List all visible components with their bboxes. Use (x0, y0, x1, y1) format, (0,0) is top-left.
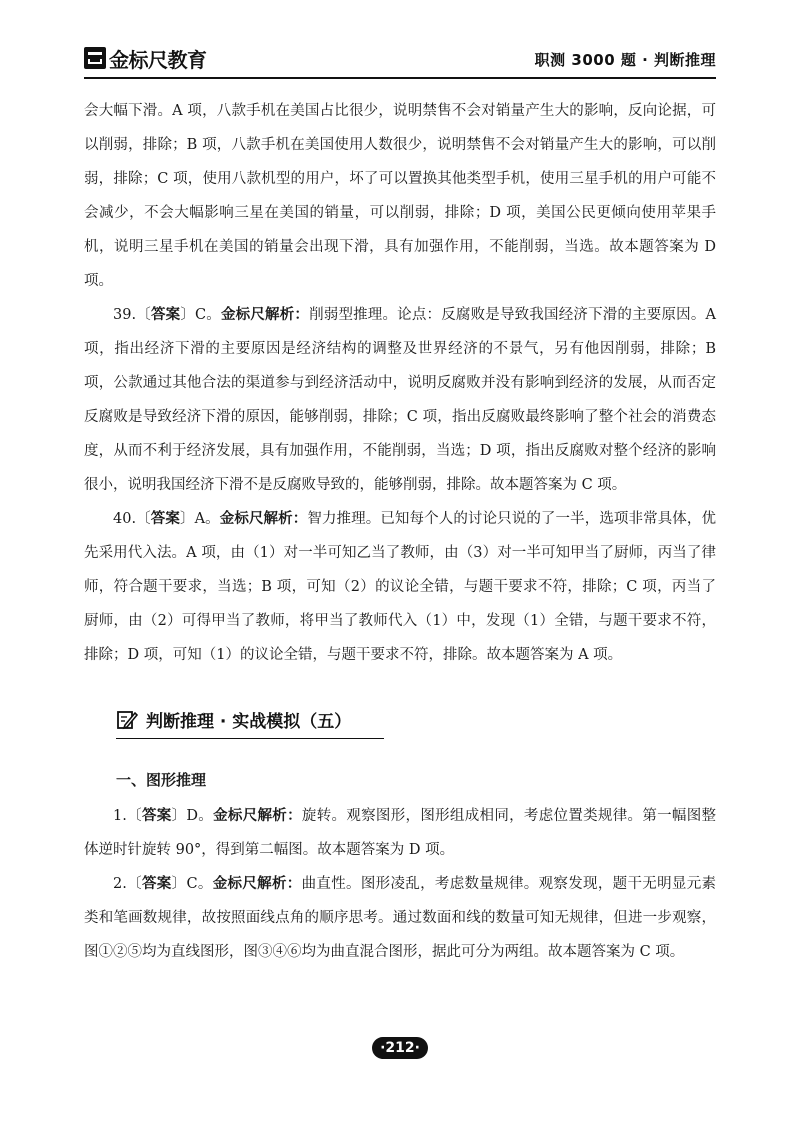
section-title: 判断推理 · 实战模拟（五） (146, 711, 352, 732)
page-content (84, 94, 716, 969)
bracket-open: 〔 (136, 511, 151, 527)
answer-value: D。 (186, 808, 214, 824)
question-number: 40. (113, 511, 137, 527)
bracket-open: 〔 (126, 876, 142, 892)
bracket-open: 〔 (126, 808, 142, 824)
analysis-tag: 金标尺解析： (213, 808, 302, 824)
analysis-body: 智力推理。已知每个人的讨论只说的了一半，选项非常具体，优先采用代入法。A 项，由（1）对一半可知乙当了教师，由（3）对一半可知甲当了厨师，丙当了律师，符合题干要求，当选；B 项，可知（2）的议论全错，与题干要求不符，排除；C 项，丙当了厨师，由（2）可得甲当了教师，将甲当了教师代入（1）中，发现（1）全错，与题干要求不符，排除；D 项，可知（1）的议论全错，与题干要求不符，排除。故本题答案为 A 项。 (84, 511, 717, 663)
answer-tag: 答案 (150, 511, 180, 527)
answer-value: A。 (194, 511, 220, 527)
continued-paragraph: 会大幅下滑。A 项，八款手机在美国占比很少，说明禁售不会对销量产生大的影响，反向论据，可以削弱，排除；B 项，八款手机在美国使用人数很少，说明禁售不会对销量产生大的影响，可以削弱，排除；C 项，使用八款机型的用户，坏了可以置换其他类型手机，使用三星手机的用户可能不会减少，不会大幅影响三星在美国的销量，可以削弱，排除；D 项，美国公民更倾向使用苹果手机，说明三星手机在美国的销量会出现下滑，具有加强作用，不能削弱，当选。故本题答案为 D 项。 (84, 103, 716, 289)
section-heading (84, 702, 716, 736)
question-number: 39. (113, 307, 137, 323)
analysis-body: 曲直性。图形凌乱，考虑数量规律。观察发现，题干无明显元素类和笔画数规律，故按照面线点角的顺序思考。通过数面和线的数量可知无规律，但进一步观察，图①②⑤均为直线图形，图③④⑥均为曲直混合图形，据此可分为两组。故本题答案为 C 项。 (84, 876, 717, 960)
question-number: 2. (113, 876, 127, 892)
brand-logo (84, 44, 207, 72)
bracket-open: 〔 (136, 307, 151, 323)
answer-tag: 答案 (141, 808, 172, 824)
subsection-title: 一、图形推理 (116, 771, 207, 789)
question-40-explanation (84, 502, 716, 672)
question-number: 1. (113, 808, 127, 824)
pen-edit-icon (116, 708, 138, 730)
bracket-close: 〕 (171, 808, 187, 824)
analysis-tag: 金标尺解析： (220, 307, 310, 323)
brand-name: 金标尺教育 (109, 47, 207, 72)
analysis-body: 削弱型推理。论点：反腐败是导致我国经济下滑的主要原因。A 项，指出经济下滑的主要原因是经济结构的调整及世界经济的不景气，另有他因削弱，排除；B 项，公款通过其他合法的渠道参与到经济活动中，说明反腐败并没有影响到经济的发展，从而否定反腐败是导致经济下滑的原因，能够削弱，排除；C 项，指出反腐败最终影响了整个社会的消费态度，从而不利于经济发展，具有加强作用，不能削弱，当选；D 项，指出反腐败对整个经济的影响很小，说明我国经济下滑不是反腐败导致的，能够削弱，排除。故本题答案为 C 项。 (84, 307, 717, 493)
answer-tag: 答案 (150, 307, 181, 323)
page-header (84, 44, 716, 76)
bracket-close: 〕 (180, 307, 195, 323)
analysis-body: 旋转。观察图形，图形组成相同，考虑位置类规律。第一幅图整体逆时针旋转 90°，得到第二幅图。故本题答案为 D 项。 (84, 808, 717, 858)
question-1-explanation (84, 799, 716, 867)
bracket-close: 〕 (171, 876, 187, 892)
analysis-tag: 金标尺解析： (212, 876, 302, 892)
answer-value: C。 (195, 307, 221, 323)
book-title: 职测 3000 题 · 判断推理 (534, 51, 716, 69)
header-divider (84, 77, 716, 79)
page-number: ·212· (372, 1037, 428, 1059)
answer-tag: 答案 (141, 876, 172, 892)
question-2-explanation (84, 867, 716, 969)
question-39-explanation (84, 298, 716, 502)
answer-value: C。 (186, 876, 213, 892)
analysis-tag: 金标尺解析： (219, 511, 308, 527)
logo-icon (84, 47, 106, 69)
bracket-close: 〕 (179, 511, 195, 527)
section-underline (116, 738, 384, 739)
